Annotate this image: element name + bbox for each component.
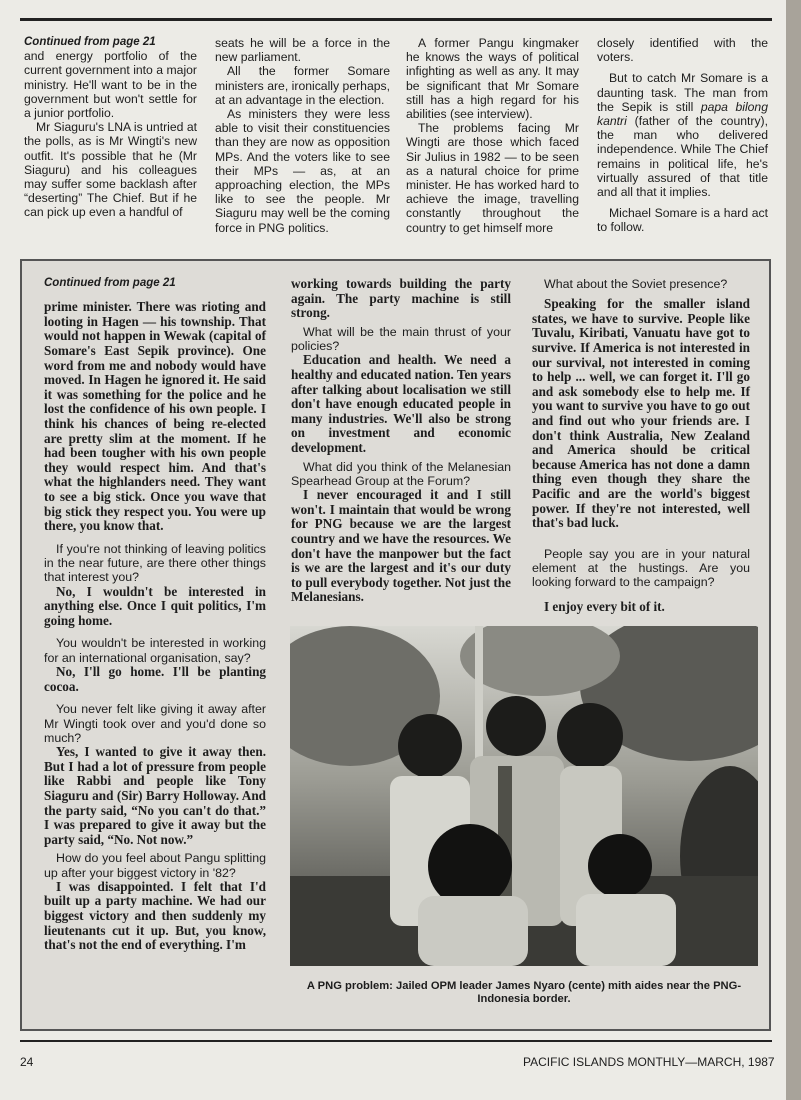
interview-answer: No, I'll go home. I'll be planting cocoa.: [44, 664, 266, 694]
page-edge-shadow: [786, 0, 801, 1100]
article-paragraph: seats he will be a force in the new parliament.: [215, 36, 390, 65]
continued-label: Continued from page 21: [24, 36, 156, 48]
continued-label: Continued from page 21: [44, 277, 176, 289]
article-column-1: [24, 35, 197, 220]
article-text: (father of the country), the man who delivered independence. While The Chief remains in political life, he's virtually assured of that title and all that it implies.: [597, 114, 768, 200]
group-photo: [290, 626, 758, 966]
article-paragraph: and energy portfolio of the current government into a major ministry. He'll want to be in the government but won't settle for a junior portfolio.: [24, 49, 197, 121]
interview-question: What about the Soviet presence?: [544, 277, 728, 291]
top-rule: [20, 18, 772, 21]
interview-question: You wouldn't be interested in working for an international organisation, say?: [44, 636, 266, 665]
article-column-4: [597, 36, 768, 235]
interview-answer: Speaking for the smaller island states, we have to survive. People like Tuvalu, Kiribati, Vanuatu have got to survive. If America is not interested in our survival, not interested in coming to help ... well, we can forget it. I'll go and ask somebody else to help me. If you want to survive you have to go out and find out who your friends are. I don't think Australia, New Zealand and America should be critical because America has not done a damn thing even though they share the Pacific and are the world's biggest power. If they're not interested, well that's bad luck.: [532, 296, 750, 531]
interview-question: If you're not thinking of leaving politics in the near future, are there other things that interest you?: [44, 541, 266, 585]
bottom-rule: [20, 1040, 772, 1042]
photo-caption: A PNG problem: Jailed OPM leader James Nyaro (cente) mith aides near the PNG-Indonesia border.: [306, 980, 742, 1005]
article-text: But to catch Mr Somare is a daunting task. The man from the Sepik is still: [597, 71, 768, 114]
page-number: 24: [20, 1055, 34, 1069]
interview-answer: Education and health. We need a healthy and educated nation. Ten years after talking about localisation we still don't have enough educated people in many industries. We'll also be strong on investment and economic development.: [291, 352, 511, 455]
interview-answer: I never encouraged it and I still won't. I maintain that would be wrong for PNG because we are the largest country and we have the resources. We don't have the manpower but the fact is we are the largest and it's our duty to pull everybody together. Not just the Melanesians.: [291, 487, 511, 605]
interview-question: How do you feel about Pangu splitting up after your biggest victory in '82?: [44, 851, 266, 880]
interview-column-3: [532, 277, 750, 614]
article-paragraph: The problems facing Mr Wingti are those which faced Sir Julius in 1982 — to be seen as a natural choice for prime minister. He has worked hard to achieve the image, travelling constantly throughout the country to get himself more: [406, 121, 579, 235]
group-photo-image: [290, 626, 758, 966]
article-paragraph: closely identified with the voters.: [597, 36, 768, 65]
article-emphasis: papa bilong kantri: [597, 99, 768, 129]
interview-question: What will be the main thrust of your policies?: [291, 324, 511, 354]
article-paragraph: A former Pangu kingmaker he knows the ways of political infighting as well as any. It may be significant that Mr Somare still has a high regard for his abilities (see interview).: [406, 36, 579, 122]
interview-column-1: [44, 276, 266, 953]
interview-column-2: [291, 277, 511, 605]
article-paragraph: Michael Somare is a hard act to follow.: [597, 206, 768, 235]
article-column-2: [215, 36, 390, 235]
interview-box: [20, 259, 771, 1031]
article-paragraph: Mr Siaguru's LNA is untried at the polls, as is Mr Wingti's new outfit. It's possible that he (Mr Siaguru) and his colleagues may suffer some backlash after “deserting” The Chief. But if he can pick up even a handful of: [24, 120, 197, 220]
article-paragraph: All the former Somare ministers are, ironically perhaps, at an advantage in the election.: [215, 64, 390, 107]
article-paragraph: As ministers they were less able to visit their constituencies than they are now as opposition MPs. And the voters like to see their MPs — as, at an approaching election, the MPs like to see the people. Mr Siaguru may well be the coming force in PNG politics.: [215, 107, 390, 235]
running-title: PACIFIC ISLANDS MONTHLY—MARCH, 1987: [523, 1055, 775, 1069]
interview-answer: I was disappointed. I felt that I'd built up a party machine. We had our biggest victory and then suddenly my lieutenants cut it up. But, you know, that's not the end of everything. I'm: [44, 878, 266, 953]
interview-question: People say you are in your natural element at the hustings. Are you looking forward to the campaign?: [532, 546, 750, 590]
article-column-3: [406, 36, 579, 235]
interview-answer: prime minister. There was rioting and looting in Hagen — his township. That would not happen in Wewak (capital of Somare's East Sepik province). One word from me and nobody would have moved. In Hagen he ignored it. He said it was something for the police and he lost the confidence of his own people. I think his chances of being re-elected are pretty slim at the moment. If he had been tougher with his own people they would respect him. And that's what the highlanders need. They want to see a big stick. Once you wave that big stick they respect you. You were up there, you know that.: [44, 299, 266, 534]
interview-question: What did you think of the Melanesian Spearhead Group at the Forum?: [291, 459, 511, 488]
article-paragraph: [597, 71, 768, 199]
interview-question: You never felt like giving it away after Mr Wingti took over and you'd done so much?: [44, 702, 266, 745]
interview-answer: I enjoy every bit of it.: [544, 598, 665, 614]
interview-answer: No, I wouldn't be interested in anything else. Once I quit politics, I'm going home.: [44, 583, 266, 628]
interview-answer: working towards building the party again. The party machine is still strong.: [291, 276, 511, 321]
interview-answer: Yes, I wanted to give it away then. But I had a lot of pressure from people like Rabbi and people like Tony Siaguru and (Sir) Barry Holloway. And the party said, “No you can't do that.” I was prepared to give it away but the party said, “No. Not now.”: [44, 744, 266, 847]
